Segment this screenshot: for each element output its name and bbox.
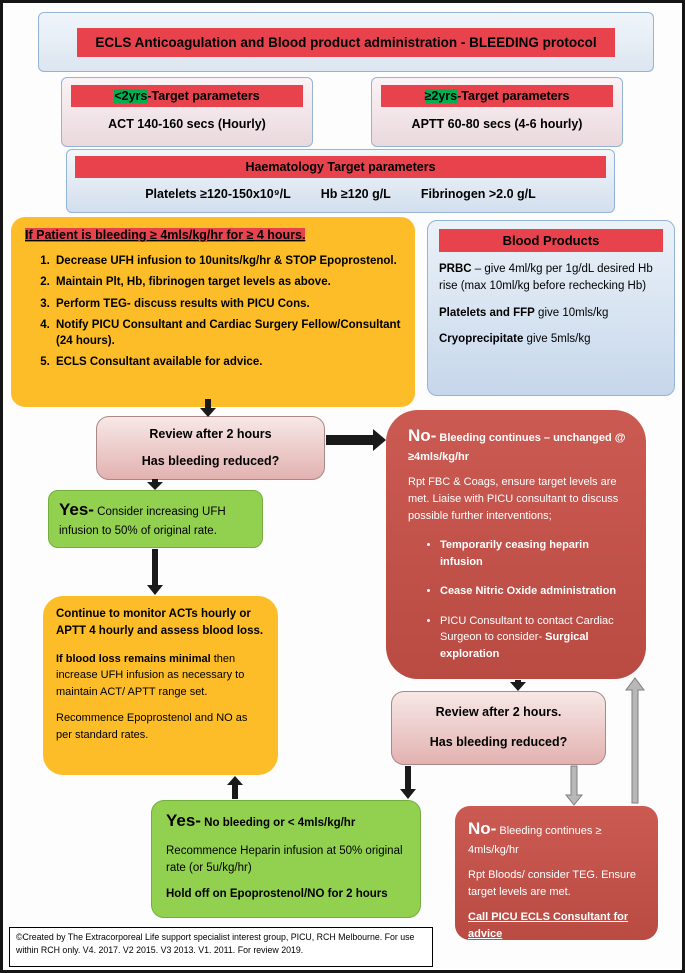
hb-target: Hb ≥120 g/L	[320, 187, 391, 201]
yes1-label: Yes-	[59, 500, 94, 519]
review-box-1	[96, 416, 325, 480]
page-title: ECLS Anticoagulation and Blood product administration - BLEEDING protocol	[77, 28, 614, 57]
under-2yrs-banner	[71, 85, 303, 107]
fibrinogen-target: Fibrinogen >2.0 g/L	[420, 187, 536, 201]
review-box-2	[391, 691, 606, 765]
cryoprecipitate-item	[439, 331, 663, 348]
review1-line1: Review after 2 hours	[149, 427, 272, 441]
review2-line2: Has bleeding reduced?	[429, 735, 568, 749]
arrow-yes1-to-continue	[147, 549, 163, 595]
haematology-box	[66, 149, 615, 213]
haematology-banner: Haematology Target parameters	[75, 156, 606, 178]
yes2-head	[166, 808, 406, 834]
no1-bullet-1	[440, 537, 628, 570]
yes2-label: Yes-	[166, 811, 201, 830]
over-2yrs-target-box	[371, 77, 623, 147]
footer-credit: ©Created by The Extracorporeal Life support specialist interest group, PICU, RCH Melbourne. For use within RCH only. V4. 2017. V2 2015. V3 2013. V1. 2011. For review 2019.	[9, 927, 433, 967]
bleeding-step-5: 5. ECLS Consultant available for advice.	[53, 355, 405, 371]
no1-head	[408, 423, 628, 465]
no1-bullet-3-bold: Surgical exploration	[440, 631, 589, 660]
arrow-review2-to-no2	[566, 766, 582, 805]
review1-line2: Has bleeding reduced?	[141, 454, 280, 468]
cryoprecipitate-text: give 5mls/kg	[523, 332, 591, 345]
no2-label: No-	[468, 819, 497, 838]
bleeding-protocol-box	[11, 217, 415, 407]
platelets-target: Platelets ≥120-150x10⁹/L	[145, 187, 291, 201]
arrow-review1-to-yes1	[147, 479, 163, 490]
blood-products-box	[427, 220, 675, 396]
cryoprecipitate-label: Cryoprecipitate	[439, 332, 524, 345]
continue-p2	[56, 651, 265, 701]
over-2yrs-suffix: -Target parameters	[457, 89, 570, 103]
blood-products-title: Blood Products	[439, 229, 663, 252]
bleeding-header: If Patient is bleeding ≥ 4mls/kg/hr for ≥ 4 hours.	[25, 228, 306, 242]
arrow-no2-to-no1	[626, 678, 644, 803]
prbc-item	[439, 261, 663, 296]
no1-bullet-3-text: PICU Consultant to contact Cardiac Surgeon to consider-	[440, 614, 614, 644]
continue-p3: Recommence Epoprostenol and NO as per standard rates.	[56, 712, 248, 741]
yes1-text: Consider increasing UFH infusion to 50% of original rate.	[59, 506, 226, 538]
yes2-headline: No bleeding or < 4mls/kg/hr	[200, 817, 356, 829]
aptt-target-value: APTT 60-80 secs (4-6 hourly)	[411, 117, 583, 131]
no2-call: Call PICU ECLS Consultant for advice	[468, 911, 629, 940]
bleeding-step-3: 3. Perform TEG- discuss results with PICU Cons.	[53, 297, 405, 313]
platelets-ffp-item	[439, 305, 663, 322]
bleeding-step-1: 1. Decrease UFH infusion to 10units/kg/hr & STOP Epoprostenol.	[53, 254, 405, 270]
under-2yrs-highlight: <2yrs	[114, 89, 148, 103]
bleeding-step-2: 2. Maintain Plt, Hb, fibrinogen target levels as above.	[53, 275, 405, 291]
under-2yrs-suffix: -Target parameters	[147, 89, 260, 103]
continue-p2-bold: If blood loss remains minimal	[56, 652, 211, 665]
bleeding-header-row	[25, 226, 405, 245]
prbc-text: – give 4ml/kg per 1g/dL desired Hb rise (max 10ml/kg before rechecking Hb)	[439, 263, 653, 293]
over-2yrs-banner	[381, 85, 613, 107]
no1-label: No-	[408, 426, 437, 445]
no1-bullet-2	[440, 583, 628, 600]
yes2-hold: Hold off on Epoprostenol/NO for 2 hours	[166, 888, 388, 900]
yes2-body: Recommence Heparin infusion at 50% original rate (or 5u/kg/hr)	[166, 844, 403, 874]
title-box	[38, 12, 654, 72]
haematology-values	[75, 187, 606, 201]
arrow-review2-to-yes2	[400, 766, 416, 799]
no1-headline: Bleeding continues – unchanged @ ≥4mls/kg/hr	[408, 432, 626, 463]
platelets-ffp-label: Platelets and FFP	[439, 306, 535, 319]
act-target-value: ACT 140-160 secs (Hourly)	[108, 117, 266, 131]
yes-box-1	[48, 490, 263, 548]
bleeding-steps-list	[53, 254, 405, 371]
over-2yrs-highlight: ≥2yrs	[424, 89, 458, 103]
continue-monitor-box	[43, 596, 278, 775]
arrow-no1-to-review2	[510, 680, 526, 691]
prbc-label: PRBC	[439, 263, 472, 275]
under-2yrs-target-box	[61, 77, 313, 147]
yes-box-2	[151, 800, 421, 918]
no1-body: Rpt FBC & Coags, ensure target levels are met. Liaise with PICU consultant to discuss possible further interventions;	[408, 476, 619, 523]
no1-bullet-2-text: Cease Nitric Oxide administration	[440, 585, 617, 598]
no2-body: Rpt Bloods/ consider TEG. Ensure target levels are met.	[468, 869, 636, 898]
no1-bullet-3	[440, 613, 628, 663]
no-box-2	[455, 806, 658, 940]
arrow-review1-to-no1	[326, 429, 386, 451]
arrow-yes2-to-continue	[227, 776, 243, 799]
review2-line1: Review after 2 hours.	[435, 705, 562, 719]
bleeding-step-4: 4. Notify PICU Consultant and Cardiac Surgery Fellow/Consultant (24 hours).	[53, 318, 405, 349]
platelets-ffp-text: give 10mls/kg	[534, 306, 609, 319]
continue-p2-rest: then increase UFH infusion as necessary to maintain ACT/ APTT range set.	[56, 652, 245, 698]
no2-headline: Bleeding continues ≥ 4mls/kg/hr	[468, 825, 602, 856]
no1-interventions-list	[440, 537, 628, 662]
no2-head	[468, 816, 645, 858]
no1-bullet-1-text: Temporarily ceasing heparin infusion	[440, 539, 589, 568]
no-box-1	[386, 410, 646, 679]
continue-p1: Continue to monitor ACTs hourly or APTT 4 hourly and assess blood loss.	[56, 608, 264, 638]
